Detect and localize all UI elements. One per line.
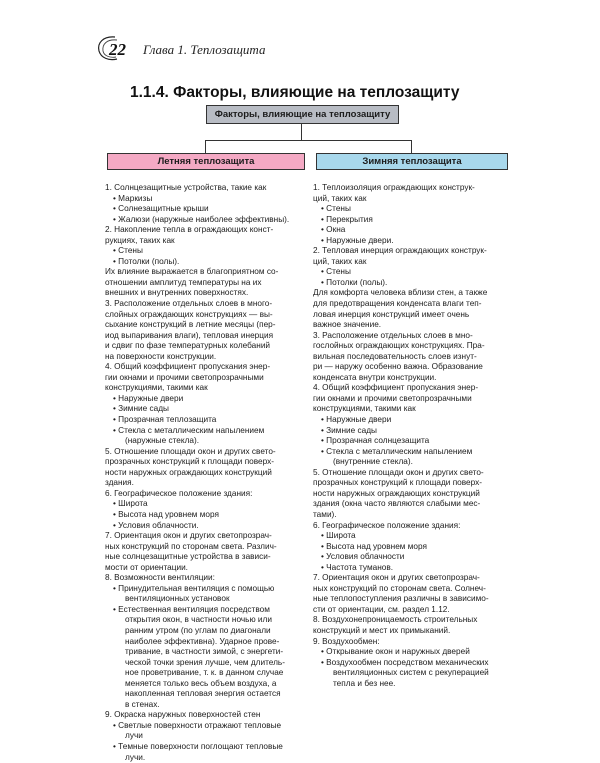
connector-horizontal xyxy=(205,140,412,141)
bullet-line: лучи. xyxy=(125,752,146,762)
text-line: 1. Солнцезащитные устройства, такие как xyxy=(105,183,267,192)
text-line: ности наружных ограждающих конструкций xyxy=(105,467,272,477)
bullet-line: • Потолки (полы). xyxy=(113,256,180,266)
text-line: 3. Расположение отдельных слоев в мно- xyxy=(313,330,473,340)
text-line: 9. Воздухообмен: xyxy=(313,636,380,646)
text-line: тами). xyxy=(313,509,337,519)
text-line: отношении амплитуд температуры на их xyxy=(105,277,262,287)
chapter-title: Глава 1. Теплозащита xyxy=(143,42,266,57)
bullet-line: • Окна xyxy=(321,225,346,235)
bullet-line: ческой точки зрения лучше, чем длитель- xyxy=(125,657,285,667)
text-line: слойных ограждающих конструкциях — вы- xyxy=(105,309,273,319)
text-line: здания (окна часто являются слабыми мес- xyxy=(313,499,481,509)
text-line: мости от ориентации. xyxy=(105,562,188,572)
bullet-line: • Открывание окон и наружных дверей xyxy=(321,647,470,657)
text-line: прозрачных конструкций к площади поверх- xyxy=(313,478,483,488)
section-title: 1.1.4. Факторы, влияющие на теплозащиту xyxy=(130,84,460,101)
text-line: 2. Накопление тепла в ограждающих конст- xyxy=(105,225,274,235)
bullet-line: • Принудительная вентиляция с помощью xyxy=(113,583,275,593)
text-line: ности наружных ограждающих конструкций xyxy=(313,488,480,498)
bullet-line: (наружные стекла). xyxy=(125,436,200,446)
bullet-line: меняется только весь объем воздуха, а xyxy=(125,678,277,688)
text-line: 8. Воздухонепроницаемость строительных xyxy=(313,615,478,625)
text-line: для предотвращения конденсата влаги теп- xyxy=(313,299,482,309)
bullet-line: • Стены xyxy=(113,246,143,256)
bullet-line: • Наружные двери xyxy=(113,393,184,403)
text-line: вильная последовательность слоев изнут- xyxy=(313,351,477,361)
text-line: ных конструкций по сторонам света. Различ- xyxy=(105,541,277,551)
page-number: 22 xyxy=(109,40,126,59)
bullet-line: • Потолки (полы). xyxy=(321,277,388,287)
text-line: ные солнцезащитные устройства в зависи- xyxy=(105,552,271,562)
winter-factors-column xyxy=(313,183,506,689)
bullet-line: ное проветривание, т. к. в данном случае xyxy=(125,668,284,678)
bullet-line: • Солнезащитные крыши xyxy=(113,204,209,214)
text-line: 7. Ориентация окон и других светопрозрач- xyxy=(313,573,480,583)
connector-vertical-root xyxy=(301,123,302,140)
bullet-line: • Темные поверхности поглощают тепловые xyxy=(113,741,283,751)
text-line: 5. Отношение площади окон и других свето- xyxy=(313,467,484,477)
winter-protection-box: Зимняя теплозащита xyxy=(316,153,508,170)
bullet-line: • Стены xyxy=(321,204,351,214)
bullet-line: вентиляционных систем с рекуперацией xyxy=(333,668,489,678)
bullet-line: ранним утром (по углам по диагонали xyxy=(125,625,271,635)
bullet-line: • Стены xyxy=(321,267,351,277)
bullet-line: тепла и без нее. xyxy=(333,678,396,688)
bullet-line: (внутренние стекла). xyxy=(333,457,413,467)
text-line: конденсата внутри конструкции. xyxy=(313,372,437,382)
text-line: 2. Тепловая инерция ограждающих конструк- xyxy=(313,246,487,256)
text-line: гослойных ограждающих конструкциях. Пра- xyxy=(313,341,485,351)
bullet-line: открытия окон, в частности ночью или xyxy=(125,615,272,625)
text-line: 7. Ориентация окон и других светопрозрач- xyxy=(105,531,272,541)
text-line: конструкциями, такими как xyxy=(105,383,208,393)
bullet-line: • Перекрытия xyxy=(321,214,373,224)
text-line: 8. Возможности вентиляции: xyxy=(105,573,215,583)
bullet-line: • Условия облачности. xyxy=(113,520,199,530)
text-line: и сдвиг по фазе температурных колебаний xyxy=(105,341,271,351)
summer-protection-box: Летняя теплозащита xyxy=(107,153,305,170)
text-line: сыхание конструкций в летние месяцы (пер- xyxy=(105,320,276,330)
text-line: ные теплопоступления различны в зависимо- xyxy=(313,594,489,604)
text-line: конструкциями, такими как xyxy=(313,404,416,414)
bullet-line: тривание, в частности зимой, с энергети- xyxy=(125,647,284,657)
bullet-line: • Светлые поверхности отражают тепловые xyxy=(113,720,282,730)
text-line: 6. Географическое положение здания: xyxy=(105,488,253,498)
text-line: 6. Географическое положение здания: xyxy=(313,520,461,530)
text-line: рукциях, таких как xyxy=(105,235,175,245)
text-line: гии окнами и прочими светопрозрачными xyxy=(105,372,264,382)
text-line: ций, таких как xyxy=(313,256,367,266)
connector-vertical-winter xyxy=(411,140,412,153)
bullet-line: • Прозрачная теплозащита xyxy=(113,415,217,425)
bullet-line: лучи xyxy=(125,731,143,741)
text-line: важное значение. xyxy=(313,320,382,330)
text-line: ловая инерция конструкций имеет очень xyxy=(313,309,470,319)
text-line: прозрачных конструкций к площади поверх- xyxy=(105,457,275,467)
text-line: Для комфорта человека вблизи стен, а также xyxy=(313,288,488,298)
bullet-line: • Широта xyxy=(321,531,356,541)
text-line: гии окнами и прочими светопрозрачными xyxy=(313,393,472,403)
bullet-line: • Воздухообмен посредством механических xyxy=(321,657,489,667)
text-line: на поверхности конструкции. xyxy=(105,351,217,361)
bullet-line: • Условия облачности xyxy=(321,552,405,562)
bullet-line: • Высота над уровнем моря xyxy=(321,541,427,551)
text-line: сти от ориентации, см. раздел 1.12. xyxy=(313,604,450,614)
bullet-line: • Прозрачная солнцезащита xyxy=(321,436,430,446)
bullet-line: • Маркизы xyxy=(113,193,153,203)
text-line: внешних и внутренних поверхностях. xyxy=(105,288,249,298)
text-line: Их влияние выражается в благоприятном со- xyxy=(105,267,279,277)
bullet-line: • Зимние сады xyxy=(321,425,377,435)
bullet-line: • Наружные двери xyxy=(321,415,392,425)
bullet-line: • Наружные двери. xyxy=(321,235,394,245)
bullet-line: • Частота туманов. xyxy=(321,562,394,572)
text-line: конструкций и мест их примыканий. xyxy=(313,625,451,635)
summer-factors-column xyxy=(105,183,298,763)
text-line: 4. Общий коэффициент пропускания энер- xyxy=(313,383,479,393)
text-line: ных конструкций по сторонам света. Солнеч- xyxy=(313,583,486,593)
bullet-line: наиболее эффективна). Ударное прове- xyxy=(125,636,280,646)
bullet-line: накопленная тепловая энергия остается xyxy=(125,689,281,699)
text-line: 1. Теплоизоляция ограждающих конструк- xyxy=(313,183,475,192)
bullet-line: в стенах. xyxy=(125,699,160,709)
bullet-line: • Широта xyxy=(113,499,148,509)
text-line: здания. xyxy=(105,478,134,488)
connector-vertical-summer xyxy=(205,140,206,153)
text-line: 9. Окраска наружных поверхностей стен xyxy=(105,710,261,720)
text-line: 4. Общий коэффициент пропускания энер- xyxy=(105,362,271,372)
text-line: 5. Отношение площади окон и других свето- xyxy=(105,446,276,456)
bullet-line: • Жалюзи (наружные наиболее эффективны). xyxy=(113,214,290,224)
bullet-line: • Естественная вентиляция посредством xyxy=(113,604,270,614)
text-line: 3. Расположение отдельных слоев в много- xyxy=(105,299,273,309)
bullet-line: вентиляционных установок xyxy=(125,594,230,604)
text-line: ри — наружу особенно важна. Образование xyxy=(313,362,483,372)
text-line: ций, таких как xyxy=(313,193,367,203)
diagram-root-box: Факторы, влияющие на теплозащиту xyxy=(206,105,399,124)
text-line: иод выпаривания влаги), тепловая инерция xyxy=(105,330,274,340)
bullet-line: • Зимние сады xyxy=(113,404,169,414)
bullet-line: • Стекла с металлическим напылением xyxy=(321,446,473,456)
bullet-line: • Стекла с металлическим напылением xyxy=(113,425,265,435)
bullet-line: • Высота над уровнем моря xyxy=(113,509,219,519)
